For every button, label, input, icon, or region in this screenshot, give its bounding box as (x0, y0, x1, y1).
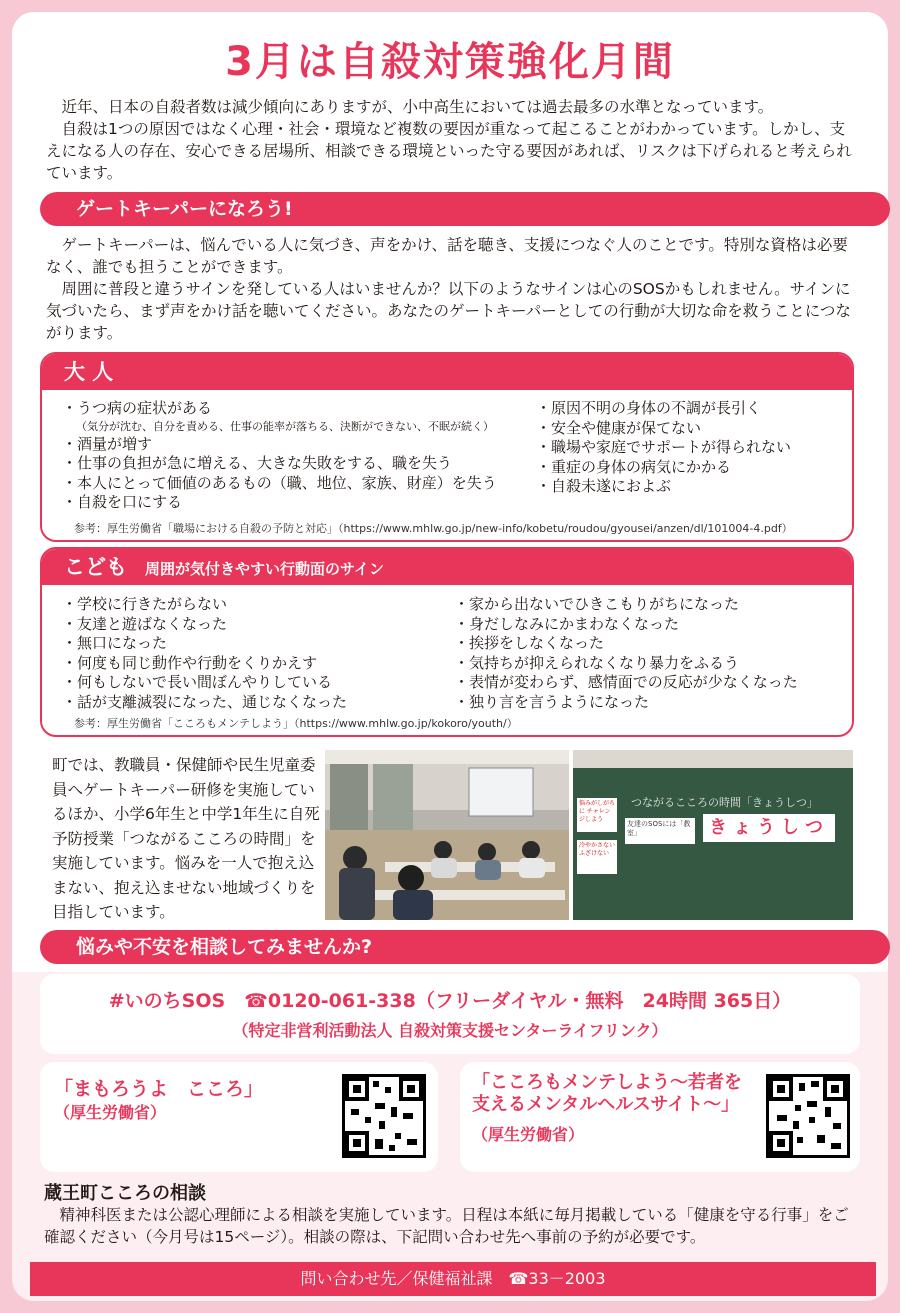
intro-text (46, 96, 858, 184)
training-photo (325, 750, 569, 920)
child-signs-box (40, 547, 854, 737)
wall-strip (573, 750, 853, 768)
card-title-line: 「こころもメンテしよう～若者を (472, 1072, 742, 1093)
list-item: ・気持ちが抑えられなくなり暴力をふるう (454, 653, 740, 672)
list-item: ・自殺未遂におよぶ (536, 477, 672, 496)
board-note: 友達のSOSには「教室」 (625, 818, 695, 844)
list-item: ・酒量が増す (62, 434, 153, 453)
gatekeeper-heading: ゲートキーパーになろう! (40, 192, 890, 226)
list-item: ・うつ病の症状がある (62, 399, 213, 417)
qr-code[interactable] (766, 1074, 850, 1158)
list-item: ・何もしないで長い間ぼんやりしている (62, 673, 333, 692)
adult-list-left (62, 399, 497, 513)
child-reference: 参考：厚生労働省「こころもメンテしよう」（https://www.mhlw.go.jp/kokoro/youth/） (74, 717, 518, 730)
list-item: ・職場や家庭でサポートが得られない (536, 438, 792, 457)
classroom-photo (573, 750, 853, 920)
list-item: ・本人にとって価値のあるもの（職、地位、家族、財産）を失う (62, 473, 497, 492)
card-title: 「まもろうよ こころ」 (54, 1078, 264, 1100)
intro-paragraph: 近年、日本の自殺者数は減少傾向にありますが、小中高生においては過去最多の水準となっています。 (61, 98, 774, 116)
intro-paragraph: 自殺は1つの原因ではなく心理・社会・環境など複数の要因が重なって起こることがわかっています。しかし、支えになる人の存在、安心できる居場所、相談できる環境といった守る要因があれば、リスクは下げられると考えられています。 (46, 120, 852, 182)
list-item: ・仕事の負担が急に増える、大きな失敗をする、職を失う (62, 454, 453, 473)
child-heading-main: こども (64, 555, 127, 579)
list-item: ・無口になった (62, 634, 168, 653)
card-org: （厚生労働省） (54, 1103, 167, 1122)
board-card: 冷やかさない ふざけない (577, 840, 617, 874)
list-item: ・家から出ないでひきこもりがちになった (454, 595, 740, 613)
child-subheading: 周囲が気付きやすい行動面のサイン (145, 560, 384, 578)
list-item: ・身だしなみにかまわなくなった (454, 614, 680, 633)
hotline-card (40, 974, 860, 1054)
resource-card-mamorou[interactable] (40, 1062, 438, 1172)
list-item: ・話が支離滅裂になった、通じなくなった (62, 692, 348, 711)
resource-card-kokoro[interactable] (460, 1062, 860, 1172)
page-title: 3月は自殺対策強化月間 (225, 39, 675, 85)
hotline-org: （特定非営利活動法人 自殺対策支援センターライフリンク） (232, 1021, 668, 1040)
board-card: 悩みがしがちに チャレンジしよう (577, 798, 617, 832)
list-item: ・独り言を言うようになった (454, 692, 650, 711)
hotline-number: #いのちSOS ☎0120-061-338（フリーダイヤル・無料 24時間 365日） (108, 990, 792, 1012)
child-heading (42, 549, 852, 585)
zao-heading: 蔵王町こころの相談 (44, 1183, 206, 1204)
card-title (472, 1072, 742, 1116)
training-room-illustration (325, 750, 569, 920)
list-item: ・重症の身体の病気にかかる (536, 457, 732, 476)
list-item: ・何度も同じ動作や行動をくりかえす (62, 653, 318, 672)
list-item: ・学校に行きたがらない (62, 595, 228, 613)
list-item-note: （気分が沈む、自分を責める、仕事の能率が落ちる、決断ができない、不眠が続く） (76, 419, 494, 433)
card-org: （厚生労働省） (472, 1125, 585, 1144)
card-title-line: 支えるメンタルヘルスサイト～」 (472, 1094, 740, 1115)
gatekeeper-paragraph: 周囲に普段と違うサインを発している人はいませんか？以下のようなサインは心のSOSかもしれません。サインに気づいたら、まず声をかけ話を聴いてください。あなたのゲートキーパーとしての行動が大切な命を救うことにつながります。 (46, 280, 851, 342)
child-list-left (62, 595, 347, 713)
list-item: ・自殺を口にする (62, 493, 183, 512)
qr-pattern (769, 1077, 847, 1155)
board-title: つながるこころの時間「きょうしつ」 (631, 796, 818, 809)
list-item: ・友達と遊ばなくなった (62, 614, 228, 633)
list-item: ・安全や健康が保てない (536, 418, 702, 437)
gatekeeper-text (46, 234, 858, 344)
qr-code[interactable] (342, 1074, 426, 1158)
list-item: ・挨拶をしなくなった (454, 634, 605, 653)
board-word: きょうしつ (703, 814, 835, 842)
qr-pattern (345, 1077, 423, 1155)
adult-list-right (536, 399, 791, 497)
adult-heading: 大 人 (42, 354, 852, 390)
adult-reference: 参考：厚生労働省「職場における自殺の予防と対応」（https://www.mhlw.go.jp/new-info/kobetu/roudou/gyousei/anzen/dl/101004-4.pdf） (74, 522, 793, 535)
contact-footer: 問い合わせ先／保健福祉課 ☎33－2003 (30, 1262, 876, 1296)
adult-signs-box (40, 352, 854, 542)
zao-text: 精神科医または公認心理師による相談を実施しています。日程は本紙に毎月掲載している「健康を守る行事」をご確認ください（今月号は15ページ）。相談の際は、下記問い合わせ先へ事前の予約が必要です。 (44, 1206, 849, 1246)
consult-heading: 悩みや不安を相談してみませんか? (40, 930, 890, 964)
gatekeeper-paragraph: ゲートキーパーは、悩んでいる人に気づき、声をかけ、話を聴き、支援につなぐ人のことです。特別な資格は必要なく、誰でも担うことができます。 (46, 236, 848, 276)
town-text: 町では、教職員・保健師や民生児童委員へゲートキーパー研修を実施しているほか、小学6年生と中学1年生に自死予防授業「つながるこころの時間」を実施しています。悩みを一人で抱え込まない、抱え込ませない地域づくりを目指しています。 (52, 756, 320, 921)
page-panel (12, 12, 888, 1301)
list-item: ・原因不明の身体の不調が長引く (536, 399, 762, 417)
child-list-right (454, 595, 798, 713)
list-item: ・表情が変わらず、感情面での反応が少なくなった (454, 673, 798, 692)
